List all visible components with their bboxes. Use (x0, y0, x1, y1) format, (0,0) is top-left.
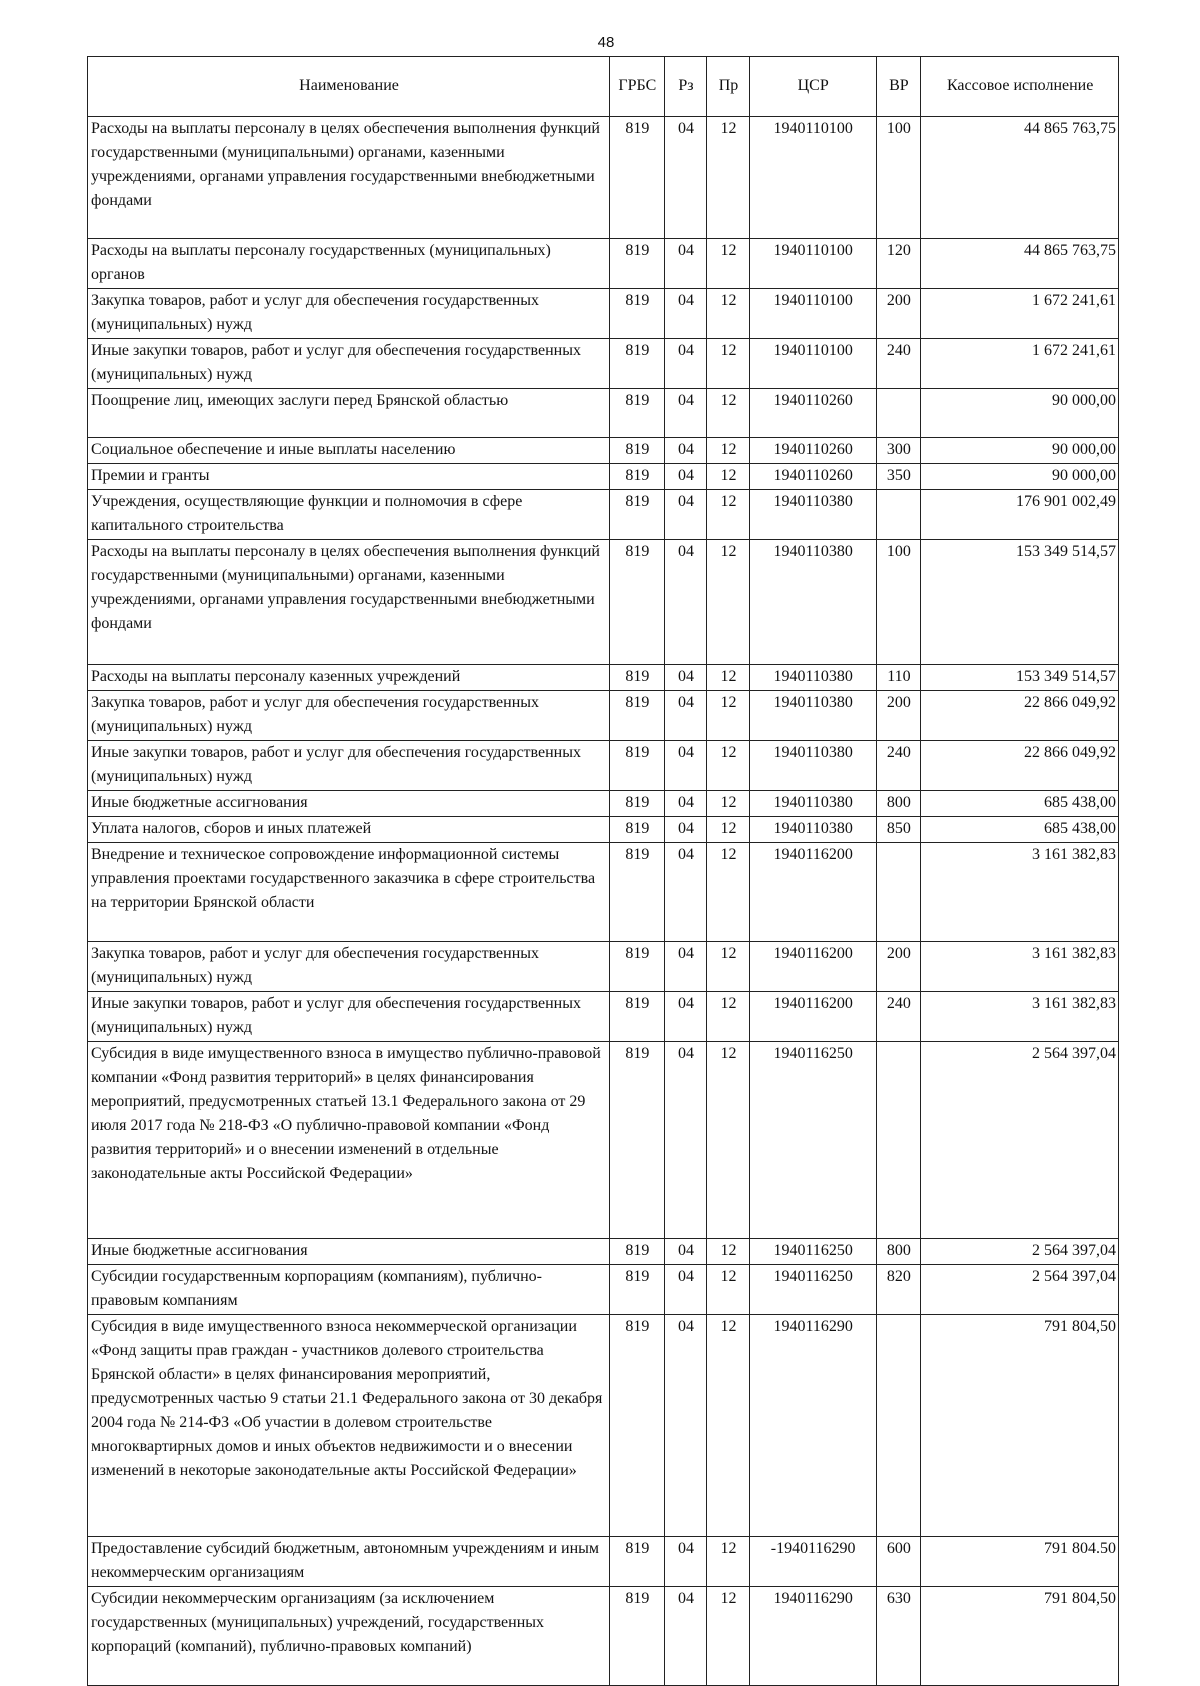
row-pr: 12 (707, 389, 750, 438)
row-rz: 04 (664, 464, 707, 490)
row-pr: 12 (707, 117, 750, 239)
row-rz: 04 (664, 1239, 707, 1265)
row-name: Субсидии государственным корпорациям (компаниям), публично-правовым компаниям (88, 1265, 610, 1315)
row-csr: 1940110100 (749, 339, 876, 389)
header-rz: Рз (664, 57, 707, 117)
row-amount: 1 672 241,61 (921, 289, 1119, 339)
table-row (88, 1239, 1119, 1265)
row-pr: 12 (707, 438, 750, 464)
row-grbs: 819 (610, 741, 665, 791)
row-name: Субсидия в виде имущественного взноса в имущество публично-правовой компании «Фонд развития территорий» в целях финансирования мероприятий, предусмотренных статьей 13.1 Федерального закона от 29 июля 2017 года № 218-ФЗ «О публично-правовой компании «Фонд развития территорий» и о внесении изменений в отдельные законодательные акты Российской Федерации» (88, 1042, 610, 1239)
row-name: Иные закупки товаров, работ и услуг для обеспечения государственных (муниципальных) нужд (88, 741, 610, 791)
row-csr: 1940110380 (749, 791, 876, 817)
row-pr: 12 (707, 942, 750, 992)
table-row (88, 438, 1119, 464)
row-grbs: 819 (610, 389, 665, 438)
row-vr (876, 843, 921, 942)
row-rz: 04 (664, 1587, 707, 1686)
table-row (88, 791, 1119, 817)
table-row (88, 817, 1119, 843)
row-rz: 04 (664, 1265, 707, 1315)
table-row (88, 665, 1119, 691)
row-amount: 1 672 241,61 (921, 339, 1119, 389)
row-rz: 04 (664, 843, 707, 942)
row-name: Уплата налогов, сборов и иных платежей (88, 817, 610, 843)
row-rz: 04 (664, 791, 707, 817)
header-grbs: ГРБС (610, 57, 665, 117)
row-grbs: 819 (610, 339, 665, 389)
row-rz: 04 (664, 117, 707, 239)
row-name: Иные бюджетные ассигнования (88, 1239, 610, 1265)
row-vr: 600 (876, 1537, 921, 1587)
row-grbs: 819 (610, 540, 665, 665)
row-rz: 04 (664, 339, 707, 389)
row-amount: 685 438,00 (921, 791, 1119, 817)
row-vr: 350 (876, 464, 921, 490)
table-row (88, 490, 1119, 540)
row-vr (876, 490, 921, 540)
row-name: Иные бюджетные ассигнования (88, 791, 610, 817)
table-row (88, 992, 1119, 1042)
row-name: Расходы на выплаты персоналу казенных учреждений (88, 665, 610, 691)
row-pr: 12 (707, 1587, 750, 1686)
row-grbs: 819 (610, 1239, 665, 1265)
row-vr: 240 (876, 992, 921, 1042)
row-grbs: 819 (610, 817, 665, 843)
header-amount: Кассовое исполнение (921, 57, 1119, 117)
row-rz: 04 (664, 665, 707, 691)
row-csr: 1940110100 (749, 239, 876, 289)
row-csr: 1940110260 (749, 389, 876, 438)
row-vr: 630 (876, 1587, 921, 1686)
header-csr: ЦСР (749, 57, 876, 117)
row-csr: 1940110380 (749, 540, 876, 665)
row-name: Закупка товаров, работ и услуг для обеспечения государственных (муниципальных) нужд (88, 691, 610, 741)
row-amount: 791 804.50 (921, 1537, 1119, 1587)
row-vr: 820 (876, 1265, 921, 1315)
row-csr: 1940110380 (749, 741, 876, 791)
row-vr: 120 (876, 239, 921, 289)
row-name: Поощрение лиц, имеющих заслуги перед Брянской областью (88, 389, 610, 438)
row-pr: 12 (707, 691, 750, 741)
row-vr (876, 1315, 921, 1537)
row-pr: 12 (707, 464, 750, 490)
row-pr: 12 (707, 992, 750, 1042)
row-csr: 1940110260 (749, 464, 876, 490)
row-pr: 12 (707, 817, 750, 843)
row-pr: 12 (707, 1239, 750, 1265)
row-grbs: 819 (610, 464, 665, 490)
table-row (88, 239, 1119, 289)
row-name: Расходы на выплаты персоналу в целях обеспечения выполнения функций государственными (муниципальными) органами, казенными учреждениями, органами управления государственными внебюджетными фондами (88, 117, 610, 239)
row-vr: 240 (876, 741, 921, 791)
row-vr (876, 389, 921, 438)
row-rz: 04 (664, 741, 707, 791)
table-row (88, 1537, 1119, 1587)
row-name: Предоставление субсидий бюджетным, автономным учреждениям и иным некоммерческим организациям (88, 1537, 610, 1587)
row-grbs: 819 (610, 843, 665, 942)
row-amount: 44 865 763,75 (921, 117, 1119, 239)
row-amount: 685 438,00 (921, 817, 1119, 843)
row-amount: 90 000,00 (921, 389, 1119, 438)
row-vr: 200 (876, 691, 921, 741)
row-vr: 850 (876, 817, 921, 843)
row-csr: 1940110380 (749, 817, 876, 843)
table-row (88, 540, 1119, 665)
row-grbs: 819 (610, 490, 665, 540)
row-grbs: 819 (610, 1537, 665, 1587)
row-rz: 04 (664, 942, 707, 992)
row-csr: -1940116290 (749, 1537, 876, 1587)
row-pr: 12 (707, 339, 750, 389)
row-name: Закупка товаров, работ и услуг для обеспечения государственных (муниципальных) нужд (88, 289, 610, 339)
row-grbs: 819 (610, 942, 665, 992)
table-row (88, 289, 1119, 339)
row-grbs: 819 (610, 1265, 665, 1315)
row-rz: 04 (664, 289, 707, 339)
table-row (88, 1265, 1119, 1315)
table-row (88, 1587, 1119, 1686)
row-pr: 12 (707, 1315, 750, 1537)
row-pr: 12 (707, 843, 750, 942)
row-rz: 04 (664, 1315, 707, 1537)
row-vr: 100 (876, 117, 921, 239)
header-pr: Пр (707, 57, 750, 117)
row-name: Расходы на выплаты персоналу в целях обеспечения выполнения функций государственными (муниципальными) органами, казенными учреждениями, органами управления государственными внебюджетными фондами (88, 540, 610, 665)
row-amount: 176 901 002,49 (921, 490, 1119, 540)
row-csr: 1940110380 (749, 665, 876, 691)
row-vr: 800 (876, 791, 921, 817)
row-csr: 1940110100 (749, 289, 876, 339)
table-row (88, 339, 1119, 389)
table-row (88, 389, 1119, 438)
row-vr: 200 (876, 942, 921, 992)
row-name: Расходы на выплаты персоналу государственных (муниципальных) органов (88, 239, 610, 289)
row-rz: 04 (664, 817, 707, 843)
row-name: Учреждения, осуществляющие функции и полномочия в сфере капитального строительства (88, 490, 610, 540)
row-amount: 791 804,50 (921, 1315, 1119, 1537)
row-grbs: 819 (610, 691, 665, 741)
row-rz: 04 (664, 1042, 707, 1239)
row-name: Закупка товаров, работ и услуг для обеспечения государственных (муниципальных) нужд (88, 942, 610, 992)
row-amount: 3 161 382,83 (921, 843, 1119, 942)
row-csr: 1940110260 (749, 438, 876, 464)
row-name: Премии и гранты (88, 464, 610, 490)
row-name: Внедрение и техническое сопровождение информационной системы управления проектами государственного заказчика в сфере строительства на территории Брянской области (88, 843, 610, 942)
row-pr: 12 (707, 1042, 750, 1239)
row-amount: 153 349 514,57 (921, 665, 1119, 691)
row-amount: 22 866 049,92 (921, 691, 1119, 741)
row-amount: 791 804,50 (921, 1587, 1119, 1686)
row-csr: 1940110380 (749, 490, 876, 540)
row-pr: 12 (707, 741, 750, 791)
row-vr: 100 (876, 540, 921, 665)
row-amount: 2 564 397,04 (921, 1042, 1119, 1239)
row-pr: 12 (707, 289, 750, 339)
row-csr: 1940110100 (749, 117, 876, 239)
table-row (88, 1315, 1119, 1537)
row-name: Субсидии некоммерческим организациям (за исключением государственных (муниципальных) учреждений, государственных корпораций (компаний), публично-правовых компаний) (88, 1587, 610, 1686)
row-csr: 1940116200 (749, 843, 876, 942)
row-amount: 90 000,00 (921, 464, 1119, 490)
row-amount: 44 865 763,75 (921, 239, 1119, 289)
row-grbs: 819 (610, 1315, 665, 1537)
row-csr: 1940116200 (749, 992, 876, 1042)
header-vr: ВР (876, 57, 921, 117)
row-grbs: 819 (610, 791, 665, 817)
row-amount: 3 161 382,83 (921, 992, 1119, 1042)
row-pr: 12 (707, 490, 750, 540)
row-amount: 3 161 382,83 (921, 942, 1119, 992)
row-grbs: 819 (610, 239, 665, 289)
row-rz: 04 (664, 389, 707, 438)
table-row (88, 464, 1119, 490)
row-vr: 800 (876, 1239, 921, 1265)
row-grbs: 819 (610, 992, 665, 1042)
row-csr: 1940116290 (749, 1315, 876, 1537)
header-name: Наименование (88, 57, 610, 117)
row-pr: 12 (707, 540, 750, 665)
row-rz: 04 (664, 691, 707, 741)
row-vr: 300 (876, 438, 921, 464)
row-pr: 12 (707, 239, 750, 289)
row-amount: 22 866 049,92 (921, 741, 1119, 791)
row-amount: 2 564 397,04 (921, 1239, 1119, 1265)
row-csr: 1940116290 (749, 1587, 876, 1686)
row-grbs: 819 (610, 1587, 665, 1686)
row-amount: 2 564 397,04 (921, 1265, 1119, 1315)
row-csr: 1940116250 (749, 1042, 876, 1239)
row-name: Иные закупки товаров, работ и услуг для обеспечения государственных (муниципальных) нужд (88, 339, 610, 389)
table-header-row (88, 57, 1119, 117)
row-grbs: 819 (610, 117, 665, 239)
table-row (88, 942, 1119, 992)
row-grbs: 819 (610, 1042, 665, 1239)
row-vr (876, 1042, 921, 1239)
row-csr: 1940116250 (749, 1265, 876, 1315)
row-pr: 12 (707, 1537, 750, 1587)
row-rz: 04 (664, 239, 707, 289)
row-rz: 04 (664, 540, 707, 665)
row-vr: 200 (876, 289, 921, 339)
row-pr: 12 (707, 1265, 750, 1315)
row-pr: 12 (707, 791, 750, 817)
row-name: Социальное обеспечение и иные выплаты населению (88, 438, 610, 464)
row-rz: 04 (664, 1537, 707, 1587)
table-row (88, 1042, 1119, 1239)
row-vr: 110 (876, 665, 921, 691)
row-rz: 04 (664, 438, 707, 464)
row-name: Иные закупки товаров, работ и услуг для обеспечения государственных (муниципальных) нужд (88, 992, 610, 1042)
row-csr: 1940116200 (749, 942, 876, 992)
page-number: 48 (597, 34, 615, 51)
row-name: Субсидия в виде имущественного взноса некоммерческой организации «Фонд защиты прав граждан - участников долевого строительства Брянской области» в целях финансирования мероприятий, предусмотренных частью 9 статьи 21.1 Федерального закона от 30 декабря 2004 года № 214-ФЗ «Об участии в долевом строительстве многоквартирных домов и иных объектов недвижимости и о внесении изменений в некоторые законодательные акты Российской Федерации» (88, 1315, 610, 1537)
budget-execution-table (87, 56, 1119, 1686)
row-grbs: 819 (610, 289, 665, 339)
row-pr: 12 (707, 665, 750, 691)
row-csr: 1940110380 (749, 691, 876, 741)
row-rz: 04 (664, 490, 707, 540)
row-amount: 153 349 514,57 (921, 540, 1119, 665)
row-grbs: 819 (610, 665, 665, 691)
table-row (88, 843, 1119, 942)
table-row (88, 741, 1119, 791)
row-rz: 04 (664, 992, 707, 1042)
row-csr: 1940116250 (749, 1239, 876, 1265)
row-grbs: 819 (610, 438, 665, 464)
row-vr: 240 (876, 339, 921, 389)
table-row (88, 691, 1119, 741)
table-row (88, 117, 1119, 239)
row-amount: 90 000,00 (921, 438, 1119, 464)
